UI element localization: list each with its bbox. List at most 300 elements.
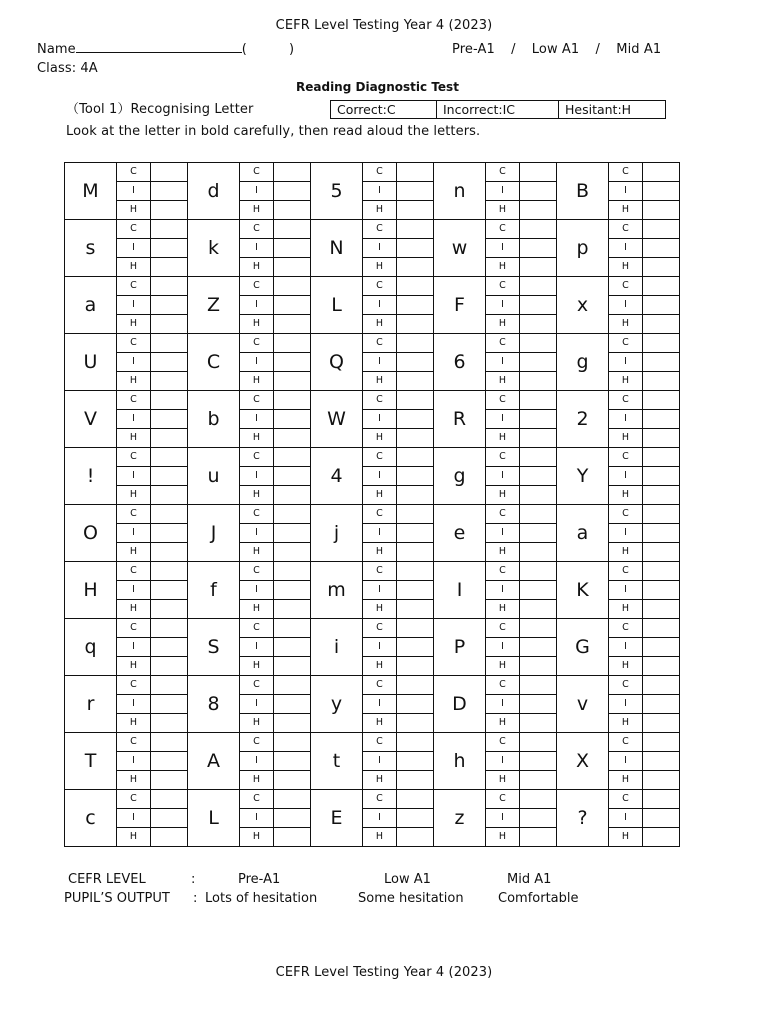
- mark-box[interactable]: [274, 391, 311, 410]
- mark-box[interactable]: [397, 429, 434, 448]
- response-code: I: [117, 467, 151, 486]
- mark-box[interactable]: [643, 505, 680, 524]
- mark-box[interactable]: [643, 277, 680, 296]
- mark-box[interactable]: [643, 562, 680, 581]
- mark-box[interactable]: [151, 771, 188, 790]
- letter-cell: t: [311, 733, 363, 790]
- letter-cell: H: [65, 562, 117, 619]
- response-code: H: [486, 315, 520, 334]
- response-code: H: [609, 486, 643, 505]
- mark-box[interactable]: [151, 410, 188, 429]
- response-code: C: [117, 733, 151, 752]
- mark-box[interactable]: [151, 714, 188, 733]
- mark-box[interactable]: [643, 790, 680, 809]
- mark-box[interactable]: [643, 391, 680, 410]
- response-code: I: [240, 296, 274, 315]
- mark-box[interactable]: [397, 733, 434, 752]
- response-code: I: [609, 296, 643, 315]
- level-separator: /: [511, 42, 516, 57]
- mark-box[interactable]: [520, 638, 557, 657]
- response-code: C: [240, 619, 274, 638]
- mark-box[interactable]: [643, 714, 680, 733]
- response-code: C: [117, 163, 151, 182]
- response-code: H: [363, 600, 397, 619]
- response-code: H: [609, 543, 643, 562]
- mark-box[interactable]: [397, 638, 434, 657]
- response-code: C: [609, 391, 643, 410]
- mark-box[interactable]: [520, 201, 557, 220]
- mark-box[interactable]: [151, 657, 188, 676]
- mark-box[interactable]: [643, 315, 680, 334]
- mark-box[interactable]: [397, 334, 434, 353]
- mark-box[interactable]: [643, 657, 680, 676]
- mark-box[interactable]: [397, 771, 434, 790]
- mark-box[interactable]: [397, 562, 434, 581]
- mark-box[interactable]: [151, 828, 188, 847]
- mark-box[interactable]: [397, 828, 434, 847]
- letter-cell: g: [557, 334, 609, 391]
- mark-box[interactable]: [397, 467, 434, 486]
- response-code: H: [240, 828, 274, 847]
- response-code: H: [363, 201, 397, 220]
- mark-box[interactable]: [520, 505, 557, 524]
- mark-box[interactable]: [274, 695, 311, 714]
- mark-box[interactable]: [151, 353, 188, 372]
- footer-mid-a1: Mid A1: [507, 872, 552, 887]
- mark-box[interactable]: [151, 752, 188, 771]
- mark-box[interactable]: [643, 239, 680, 258]
- response-code: I: [609, 809, 643, 828]
- response-code: I: [486, 638, 520, 657]
- response-code: I: [117, 182, 151, 201]
- response-code: H: [486, 600, 520, 619]
- response-code: C: [363, 334, 397, 353]
- mark-box[interactable]: [520, 714, 557, 733]
- page-title: CEFR Level Testing Year 4 (2023): [275, 18, 493, 33]
- mark-box[interactable]: [397, 201, 434, 220]
- response-code: C: [609, 163, 643, 182]
- letter-cell: ?: [557, 790, 609, 847]
- mark-box[interactable]: [643, 353, 680, 372]
- mark-box[interactable]: [151, 277, 188, 296]
- mark-box[interactable]: [274, 410, 311, 429]
- mark-box[interactable]: [151, 543, 188, 562]
- mark-box[interactable]: [520, 619, 557, 638]
- letter-cell: 5: [311, 163, 363, 220]
- mark-box[interactable]: [151, 809, 188, 828]
- mark-box[interactable]: [643, 220, 680, 239]
- letter-cell: 8: [188, 676, 240, 733]
- mark-box[interactable]: [274, 771, 311, 790]
- mark-box[interactable]: [397, 372, 434, 391]
- mark-box[interactable]: [274, 657, 311, 676]
- response-code: I: [363, 524, 397, 543]
- mark-box[interactable]: [151, 448, 188, 467]
- response-code: H: [240, 315, 274, 334]
- response-code: I: [363, 296, 397, 315]
- mark-box[interactable]: [397, 752, 434, 771]
- mark-box[interactable]: [397, 315, 434, 334]
- mark-box[interactable]: [643, 543, 680, 562]
- mark-box[interactable]: [520, 581, 557, 600]
- mark-box[interactable]: [274, 676, 311, 695]
- letter-cell: E: [311, 790, 363, 847]
- mark-box[interactable]: [274, 182, 311, 201]
- mark-box[interactable]: [520, 258, 557, 277]
- mark-box[interactable]: [643, 809, 680, 828]
- mark-box[interactable]: [643, 429, 680, 448]
- grid-row: [65, 448, 680, 467]
- mark-box[interactable]: [520, 790, 557, 809]
- mark-box[interactable]: [643, 448, 680, 467]
- mark-box[interactable]: [643, 296, 680, 315]
- mark-box[interactable]: [520, 163, 557, 182]
- response-code: H: [609, 828, 643, 847]
- mark-box[interactable]: [520, 752, 557, 771]
- response-code: H: [240, 258, 274, 277]
- response-code: C: [486, 505, 520, 524]
- mark-box[interactable]: [151, 296, 188, 315]
- mark-box[interactable]: [151, 201, 188, 220]
- letter-cell: q: [65, 619, 117, 676]
- mark-box[interactable]: [151, 524, 188, 543]
- mark-box[interactable]: [151, 619, 188, 638]
- response-code: H: [363, 372, 397, 391]
- letter-cell: d: [188, 163, 240, 220]
- mark-box[interactable]: [520, 334, 557, 353]
- legend-box: [330, 100, 666, 119]
- response-code: H: [117, 657, 151, 676]
- mark-box[interactable]: [274, 486, 311, 505]
- mark-box[interactable]: [520, 676, 557, 695]
- mark-box[interactable]: [520, 239, 557, 258]
- mark-box[interactable]: [274, 733, 311, 752]
- mark-box[interactable]: [274, 467, 311, 486]
- letter-cell: Y: [557, 448, 609, 505]
- letter-cell: k: [188, 220, 240, 277]
- mark-box[interactable]: [397, 581, 434, 600]
- mark-box[interactable]: [397, 182, 434, 201]
- mark-box[interactable]: [274, 296, 311, 315]
- response-code: I: [486, 182, 520, 201]
- response-code: H: [363, 543, 397, 562]
- mark-box[interactable]: [274, 315, 311, 334]
- mark-box[interactable]: [151, 562, 188, 581]
- mark-box[interactable]: [397, 543, 434, 562]
- response-code: C: [117, 562, 151, 581]
- mark-box[interactable]: [274, 790, 311, 809]
- class-label: Class: 4A: [37, 61, 98, 76]
- mark-box[interactable]: [151, 163, 188, 182]
- letter-cell: y: [311, 676, 363, 733]
- mark-box[interactable]: [151, 429, 188, 448]
- letter-cell: g: [434, 448, 486, 505]
- mark-box[interactable]: [520, 296, 557, 315]
- mark-box[interactable]: [151, 486, 188, 505]
- mark-box[interactable]: [643, 828, 680, 847]
- response-code: H: [486, 429, 520, 448]
- mark-box[interactable]: [520, 657, 557, 676]
- mark-box[interactable]: [397, 809, 434, 828]
- response-code: H: [363, 429, 397, 448]
- response-code: H: [363, 258, 397, 277]
- response-code: I: [609, 638, 643, 657]
- response-code: I: [240, 809, 274, 828]
- mark-box[interactable]: [520, 562, 557, 581]
- grid-row: [65, 790, 680, 809]
- response-code: C: [609, 676, 643, 695]
- letter-cell: F: [434, 277, 486, 334]
- mark-box[interactable]: [397, 448, 434, 467]
- mark-box[interactable]: [397, 695, 434, 714]
- letter-cell: j: [311, 505, 363, 562]
- mark-box[interactable]: [520, 448, 557, 467]
- letter-cell: e: [434, 505, 486, 562]
- mark-box[interactable]: [643, 619, 680, 638]
- response-code: H: [117, 714, 151, 733]
- mark-box[interactable]: [397, 505, 434, 524]
- mark-box[interactable]: [397, 486, 434, 505]
- response-code: C: [117, 391, 151, 410]
- response-code: I: [240, 353, 274, 372]
- response-code: H: [486, 828, 520, 847]
- mark-box[interactable]: [274, 619, 311, 638]
- mark-box[interactable]: [397, 220, 434, 239]
- mark-box[interactable]: [397, 277, 434, 296]
- mark-box[interactable]: [274, 448, 311, 467]
- mark-box[interactable]: [643, 733, 680, 752]
- mark-box[interactable]: [643, 201, 680, 220]
- mark-box[interactable]: [643, 695, 680, 714]
- mark-box[interactable]: [520, 372, 557, 391]
- mark-box[interactable]: [151, 505, 188, 524]
- mark-box[interactable]: [151, 790, 188, 809]
- letter-cell: Z: [188, 277, 240, 334]
- mark-box[interactable]: [151, 695, 188, 714]
- mark-box[interactable]: [274, 220, 311, 239]
- letter-cell: u: [188, 448, 240, 505]
- mark-box[interactable]: [274, 277, 311, 296]
- response-code: C: [240, 448, 274, 467]
- letter-cell: U: [65, 334, 117, 391]
- mark-box[interactable]: [643, 600, 680, 619]
- colon: :: [191, 872, 196, 887]
- mark-box[interactable]: [520, 828, 557, 847]
- letter-cell: M: [65, 163, 117, 220]
- mark-box[interactable]: [151, 220, 188, 239]
- grid-row: [65, 391, 680, 410]
- mark-box[interactable]: [274, 600, 311, 619]
- mark-box[interactable]: [397, 258, 434, 277]
- mark-box[interactable]: [397, 714, 434, 733]
- mark-box[interactable]: [397, 239, 434, 258]
- letter-cell: Q: [311, 334, 363, 391]
- response-code: I: [117, 581, 151, 600]
- mark-box[interactable]: [397, 600, 434, 619]
- mark-box[interactable]: [520, 524, 557, 543]
- response-code: C: [240, 505, 274, 524]
- letter-cell: J: [188, 505, 240, 562]
- mark-box[interactable]: [520, 771, 557, 790]
- mark-box[interactable]: [520, 182, 557, 201]
- mark-box[interactable]: [274, 562, 311, 581]
- response-code: C: [609, 448, 643, 467]
- mark-box[interactable]: [520, 543, 557, 562]
- mark-box[interactable]: [274, 163, 311, 182]
- mark-box[interactable]: [397, 410, 434, 429]
- mark-box[interactable]: [274, 334, 311, 353]
- mark-box[interactable]: [643, 524, 680, 543]
- mark-box[interactable]: [397, 391, 434, 410]
- legend-hesitant: Hesitant:H: [565, 102, 632, 117]
- mark-box[interactable]: [643, 258, 680, 277]
- response-code: H: [363, 657, 397, 676]
- mark-box[interactable]: [151, 258, 188, 277]
- mark-box[interactable]: [274, 752, 311, 771]
- mark-box[interactable]: [643, 334, 680, 353]
- response-code: H: [609, 315, 643, 334]
- response-code: C: [486, 448, 520, 467]
- mark-box[interactable]: [274, 505, 311, 524]
- mark-box[interactable]: [274, 239, 311, 258]
- mark-box[interactable]: [274, 828, 311, 847]
- mark-box[interactable]: [397, 163, 434, 182]
- mark-box[interactable]: [397, 296, 434, 315]
- mark-box[interactable]: [151, 733, 188, 752]
- mark-box[interactable]: [520, 600, 557, 619]
- mark-box[interactable]: [520, 277, 557, 296]
- letter-cell: v: [557, 676, 609, 733]
- response-code: C: [486, 334, 520, 353]
- mark-box[interactable]: [151, 372, 188, 391]
- grid-row: [65, 505, 680, 524]
- mark-box[interactable]: [151, 334, 188, 353]
- mark-box[interactable]: [274, 353, 311, 372]
- response-code: I: [117, 809, 151, 828]
- response-code: I: [240, 182, 274, 201]
- response-code: C: [117, 334, 151, 353]
- mark-box[interactable]: [520, 695, 557, 714]
- mark-box[interactable]: [520, 733, 557, 752]
- response-code: H: [363, 486, 397, 505]
- response-code: C: [363, 676, 397, 695]
- mark-box[interactable]: [274, 543, 311, 562]
- mark-box[interactable]: [643, 638, 680, 657]
- response-code: I: [486, 581, 520, 600]
- grid-row: [65, 733, 680, 752]
- letter-cell: I: [434, 562, 486, 619]
- response-code: I: [609, 182, 643, 201]
- mark-box[interactable]: [397, 790, 434, 809]
- mark-box[interactable]: [520, 809, 557, 828]
- mark-box[interactable]: [274, 201, 311, 220]
- mark-box[interactable]: [643, 182, 680, 201]
- mark-box[interactable]: [643, 486, 680, 505]
- legend-incorrect: Incorrect:IC: [437, 101, 559, 118]
- response-code: H: [486, 201, 520, 220]
- response-code: I: [363, 182, 397, 201]
- mark-box[interactable]: [520, 467, 557, 486]
- response-code: C: [240, 334, 274, 353]
- response-code: C: [609, 505, 643, 524]
- mark-box[interactable]: [643, 676, 680, 695]
- response-code: H: [486, 258, 520, 277]
- response-code: C: [486, 733, 520, 752]
- mark-box[interactable]: [520, 429, 557, 448]
- mark-box[interactable]: [520, 315, 557, 334]
- mark-box[interactable]: [520, 486, 557, 505]
- mark-box[interactable]: [151, 467, 188, 486]
- mark-box[interactable]: [274, 258, 311, 277]
- mark-box[interactable]: [274, 372, 311, 391]
- letter-cell: T: [65, 733, 117, 790]
- response-code: I: [363, 410, 397, 429]
- mark-box[interactable]: [397, 524, 434, 543]
- mark-box[interactable]: [520, 391, 557, 410]
- mark-box[interactable]: [151, 315, 188, 334]
- mark-box[interactable]: [151, 581, 188, 600]
- mark-box[interactable]: [397, 657, 434, 676]
- letter-cell: m: [311, 562, 363, 619]
- mark-box[interactable]: [274, 638, 311, 657]
- letter-cell: c: [65, 790, 117, 847]
- response-code: I: [240, 524, 274, 543]
- letter-cell: R: [434, 391, 486, 448]
- mark-box[interactable]: [151, 638, 188, 657]
- response-code: I: [117, 638, 151, 657]
- letter-cell: C: [188, 334, 240, 391]
- response-code: I: [117, 239, 151, 258]
- mark-box[interactable]: [643, 467, 680, 486]
- mark-box[interactable]: [397, 676, 434, 695]
- mark-box[interactable]: [643, 372, 680, 391]
- mark-box[interactable]: [397, 353, 434, 372]
- response-code: C: [117, 505, 151, 524]
- mark-box[interactable]: [151, 239, 188, 258]
- mark-box[interactable]: [151, 182, 188, 201]
- mark-box[interactable]: [520, 353, 557, 372]
- name-paren-open: (: [241, 42, 247, 57]
- letter-cell: K: [557, 562, 609, 619]
- mark-box[interactable]: [643, 410, 680, 429]
- mark-box[interactable]: [643, 163, 680, 182]
- mark-box[interactable]: [274, 809, 311, 828]
- mark-box[interactable]: [151, 391, 188, 410]
- mark-box[interactable]: [274, 524, 311, 543]
- mark-box[interactable]: [274, 429, 311, 448]
- mark-box[interactable]: [643, 752, 680, 771]
- mark-box[interactable]: [151, 676, 188, 695]
- response-code: H: [240, 657, 274, 676]
- response-code: I: [363, 638, 397, 657]
- response-code: H: [240, 486, 274, 505]
- low-a1-description: Some hesitation: [358, 891, 464, 906]
- mark-box[interactable]: [643, 581, 680, 600]
- mark-box[interactable]: [274, 714, 311, 733]
- response-code: H: [486, 372, 520, 391]
- mark-box[interactable]: [274, 581, 311, 600]
- letter-cell: 4: [311, 448, 363, 505]
- response-code: I: [363, 809, 397, 828]
- mark-box[interactable]: [397, 619, 434, 638]
- response-code: H: [363, 771, 397, 790]
- mark-box[interactable]: [151, 600, 188, 619]
- mark-box[interactable]: [520, 410, 557, 429]
- mark-box[interactable]: [643, 771, 680, 790]
- response-code: H: [486, 486, 520, 505]
- mark-box[interactable]: [520, 220, 557, 239]
- response-code: I: [240, 695, 274, 714]
